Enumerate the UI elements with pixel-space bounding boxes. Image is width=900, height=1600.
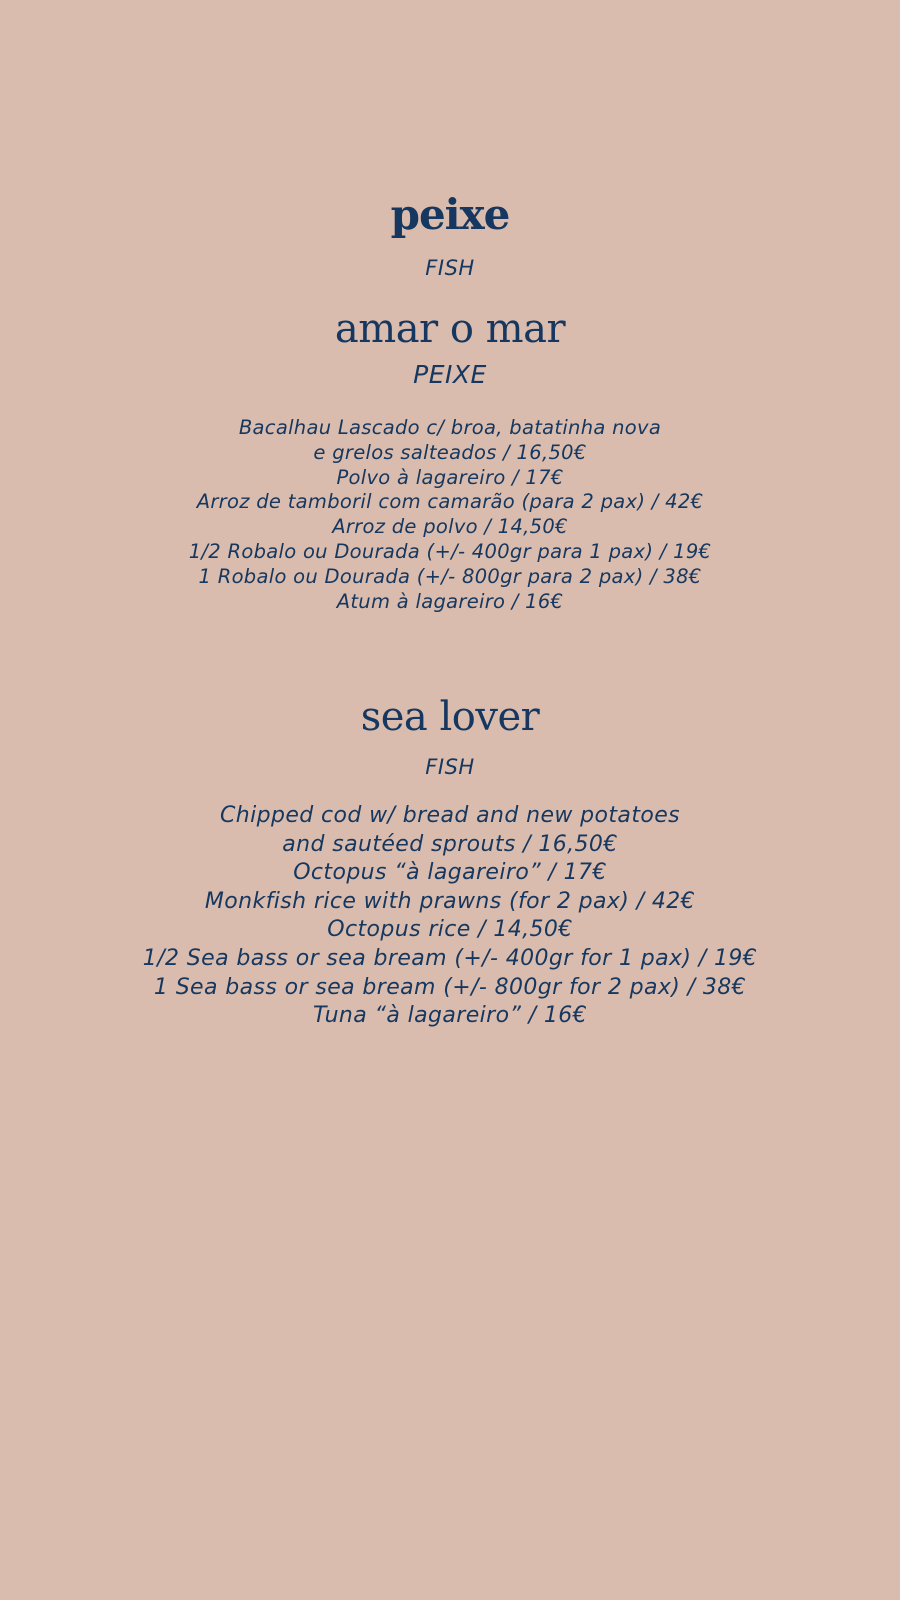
section-title-english: sea lover xyxy=(360,694,540,740)
menu-list-english xyxy=(0,802,900,1031)
menu-item: Octopus “à lagareiro” / 17€ xyxy=(293,860,607,886)
menu-item: 1/2 Robalo ou Dourada (+/- 400gr para 1 pax) / 19€ xyxy=(188,539,712,563)
page-subtitle: FISH xyxy=(425,256,475,280)
menu-item: Arroz de polvo / 14,50€ xyxy=(332,515,568,539)
menu-item: Tuna “à lagareiro” / 16€ xyxy=(312,1003,588,1029)
menu-item: Octopus rice / 14,50€ xyxy=(327,917,573,943)
section-subtitle-portuguese: PEIXE xyxy=(413,360,487,389)
menu-item: 1 Robalo ou Dourada (+/- 800gr para 2 pax) / 38€ xyxy=(198,564,702,588)
menu-item: Polvo à lagareiro / 17€ xyxy=(336,465,564,489)
page-title: peixe xyxy=(390,190,510,239)
section-subtitle-english: FISH xyxy=(425,755,475,779)
section-title-portuguese: amar o mar xyxy=(334,306,566,352)
menu-item: Bacalhau Lascado c/ broa, batatinha nova xyxy=(238,416,662,439)
menu-list-portuguese xyxy=(0,416,900,614)
menu-item: Monkfish rice with prawns (for 2 pax) / 42€ xyxy=(204,888,696,914)
menu-item: and sautéed sprouts / 16,50€ xyxy=(282,831,618,857)
menu-item: Chipped cod w/ bread and new potatoes xyxy=(220,803,680,828)
menu-item: 1 Sea bass or sea bream (+/- 800gr for 2 pax) / 38€ xyxy=(153,974,747,1000)
menu-item: Atum à lagareiro / 16€ xyxy=(336,589,564,613)
menu-item: 1/2 Sea bass or sea bream (+/- 400gr for 1 pax) / 19€ xyxy=(142,945,758,971)
menu-item: e grelos salteados / 16,50€ xyxy=(313,440,587,464)
menu-item: Arroz de tamboril com camarão (para 2 pax) / 42€ xyxy=(196,490,704,514)
